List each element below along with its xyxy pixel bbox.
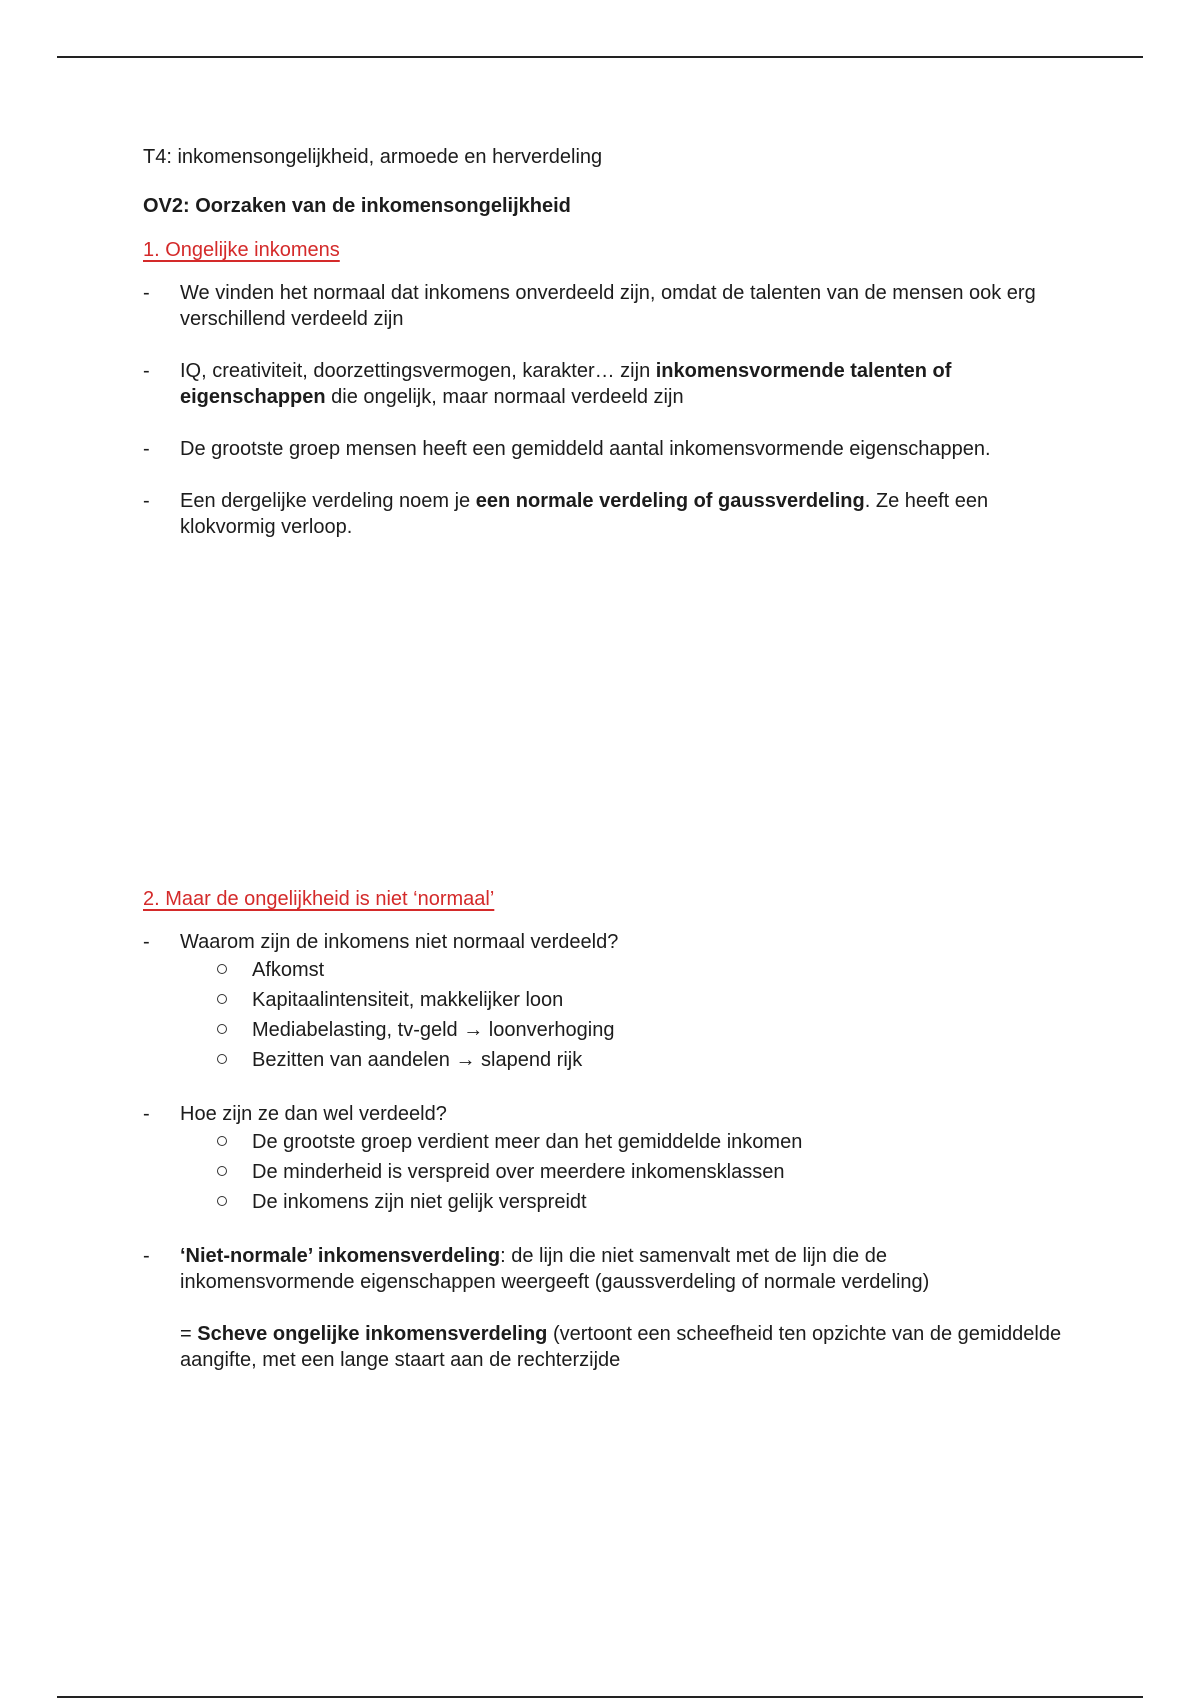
part1-bullet-list [143, 280, 1063, 540]
bullet-text: : de lijn die niet samenvalt met de lijn die de inkomensvormende eigenschappen weergeeft (gaussverdeling of normale verdeling) [180, 1245, 930, 1293]
sub-item [217, 1127, 1063, 1157]
bullet-text: Waarom zijn de inkomens niet normaal verdeeld? [180, 931, 619, 953]
circle-bullet-icon [217, 1166, 227, 1176]
part2-bullet-list [143, 929, 1063, 1373]
bottom-rule [57, 1696, 1143, 1698]
dash-marker: - [143, 1245, 150, 1267]
dash-marker: - [143, 360, 150, 382]
bullet-item [143, 929, 1063, 1075]
document-title: T4: inkomensongelijkheid, armoede en herverdeling [143, 146, 603, 168]
sub-item-text: Afkomst [252, 959, 325, 981]
circle-bullet-icon [217, 1136, 227, 1146]
dash-marker: - [143, 1103, 150, 1125]
sub-item [217, 985, 1063, 1015]
sub-item [217, 1045, 1063, 1075]
dash-marker: - [143, 282, 150, 304]
sub-item [217, 1157, 1063, 1187]
bullet-item [143, 488, 1063, 540]
sub-item [217, 1015, 1063, 1045]
sub-item [217, 955, 1063, 985]
bullet-text: Hoe zijn ze dan wel verdeeld? [180, 1103, 447, 1125]
note-prefix: = [180, 1323, 198, 1345]
bullet-text: die ongelijk, maar normaal verdeeld zijn [325, 386, 684, 408]
bullet-text: Een dergelijke verdeling noem je [180, 490, 476, 512]
sub-item-text: Mediabelasting, tv-geld → loonverhoging [252, 1019, 615, 1041]
definition-note [180, 1321, 1063, 1373]
sub-item [217, 1187, 1063, 1217]
sub-item-text: Kapitaalintensiteit, makkelijker loon [252, 989, 564, 1011]
bullet-text: . Ze heeft een klokvormig verloop. [180, 490, 989, 538]
dash-marker: - [143, 438, 150, 460]
circle-bullet-icon [217, 1054, 227, 1064]
note-text: (vertoont een scheefheid ten opzichte van de gemiddelde aangifte, met een lange staart aan de rechterzijde [180, 1323, 1062, 1371]
bullet-bold-text: inkomensvormende talenten of eigenschappen [180, 360, 952, 408]
sub-item-text: Bezitten van aandelen → slapend rijk [252, 1049, 583, 1071]
sub-item-text: De grootste groep verdient meer dan het gemiddelde inkomen [252, 1131, 803, 1153]
section-title: OV2: Oorzaken van de inkomensongelijkheid [143, 195, 571, 217]
bullet-item [143, 1243, 1063, 1373]
circle-bullet-icon [217, 964, 227, 974]
circle-bullet-icon [217, 1196, 227, 1206]
top-rule [57, 56, 1143, 58]
sub-item-text: De inkomens zijn niet gelijk verspreidt [252, 1191, 587, 1213]
note-bold-text: Scheve ongelijke inkomensverdeling [197, 1323, 548, 1345]
bullet-item [143, 436, 1063, 462]
circle-bullet-icon [217, 994, 227, 1004]
dash-marker: - [143, 490, 150, 512]
document-body [143, 142, 1063, 1373]
bullet-item [143, 280, 1063, 332]
bullet-text: We vinden het normaal dat inkomens onverdeeld zijn, omdat de talenten van de mensen ook erg verschillend verdeeld zijn [180, 282, 1036, 330]
bullet-text: De grootste groep mensen heeft een gemiddeld aantal inkomensvormende eigenschappen. [180, 438, 991, 460]
heading-ongelijke-inkomens: 1. Ongelijke inkomens [143, 239, 340, 261]
bullet-bold-text: ‘Niet-normale’ inkomensverdeling [180, 1245, 501, 1267]
sub-item-text: De minderheid is verspreid over meerdere inkomensklassen [252, 1161, 785, 1183]
sub-list-causes [180, 955, 1063, 1075]
bullet-bold-text: een normale verdeling of gaussverdeling [475, 490, 865, 512]
dash-marker: - [143, 931, 150, 953]
circle-bullet-icon [217, 1024, 227, 1034]
bullet-text: IQ, creativiteit, doorzettingsvermogen, karakter… zijn [180, 360, 656, 382]
heading-niet-normaal: 2. Maar de ongelijkheid is niet ‘normaal’ [143, 888, 495, 910]
sub-list-distribution [180, 1127, 1063, 1217]
bullet-item [143, 1101, 1063, 1217]
bullet-item [143, 358, 1063, 410]
